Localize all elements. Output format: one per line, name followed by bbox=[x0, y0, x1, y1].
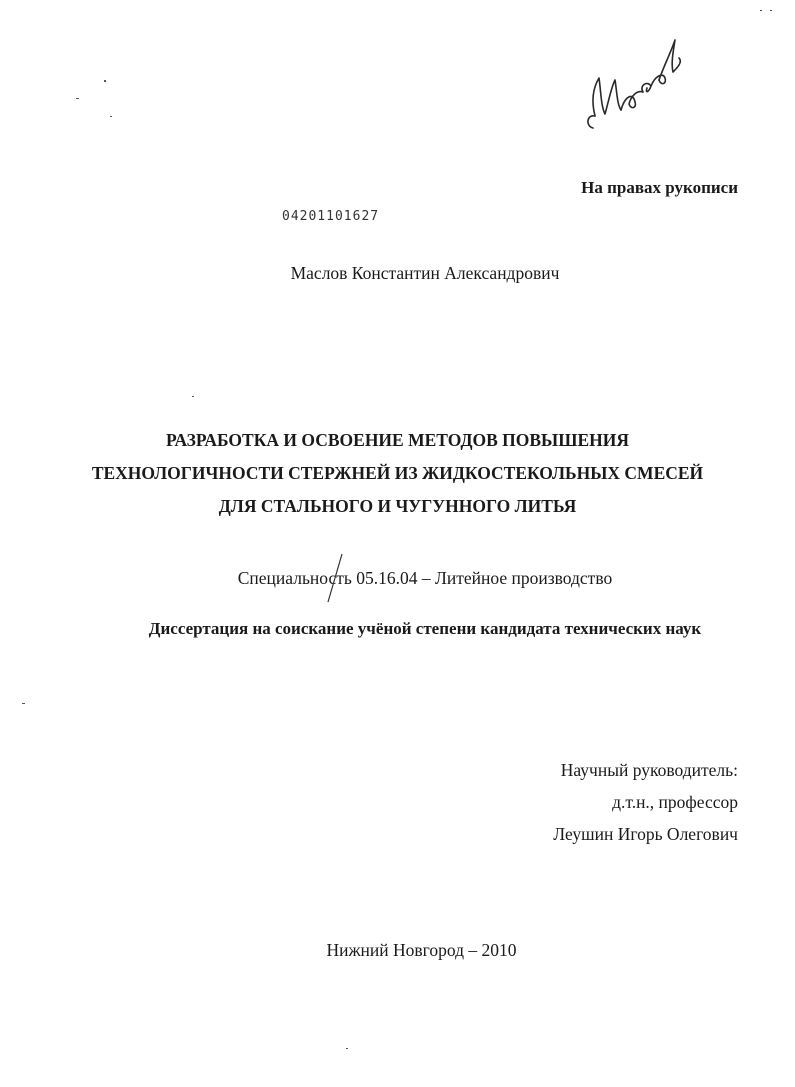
supervisor-block bbox=[440, 754, 738, 850]
title-line-3: ДЛЯ СТАЛЬНОГО И ЧУГУННОГО ЛИТЬЯ bbox=[218, 496, 577, 516]
supervisor-degree: д.т.н., профессор bbox=[612, 792, 738, 812]
title-line-2: ТЕХНОЛОГИЧНОСТИ СТЕРЖНЕЙ ИЗ ЖИДКОСТЕКОЛЬНЫХ СМЕСЕЙ bbox=[91, 463, 704, 483]
scan-speck bbox=[770, 10, 772, 11]
dissertation-title bbox=[0, 424, 795, 523]
pen-stroke-mark bbox=[318, 552, 348, 604]
rights-label: На правах рукописи bbox=[581, 178, 738, 197]
city-year: Нижний Новгород – 2010 bbox=[326, 940, 517, 960]
scan-speck bbox=[192, 396, 194, 397]
specialty-line: Специальность 05.16.04 – Литейное производство bbox=[237, 568, 613, 588]
handwritten-signature bbox=[575, 30, 690, 135]
supervisor-label: Научный руководитель: bbox=[560, 760, 738, 780]
scan-speck bbox=[110, 116, 112, 117]
scan-speck bbox=[22, 703, 25, 704]
scan-speck bbox=[346, 1048, 348, 1049]
title-line-1: РАЗРАБОТКА И ОСВОЕНИЕ МЕТОДОВ ПОВЫШЕНИЯ bbox=[166, 430, 629, 450]
dissertation-type: Диссертация на соискание учёной степени кандидата технических наук bbox=[148, 619, 702, 638]
scan-speck bbox=[760, 10, 762, 11]
supervisor-name: Леушин Игорь Олегович bbox=[553, 824, 738, 844]
scan-speck bbox=[104, 80, 106, 82]
scan-speck bbox=[76, 98, 79, 99]
registration-code: 04201101627 bbox=[282, 209, 380, 224]
author-name: Маслов Константин Александрович bbox=[290, 263, 560, 283]
